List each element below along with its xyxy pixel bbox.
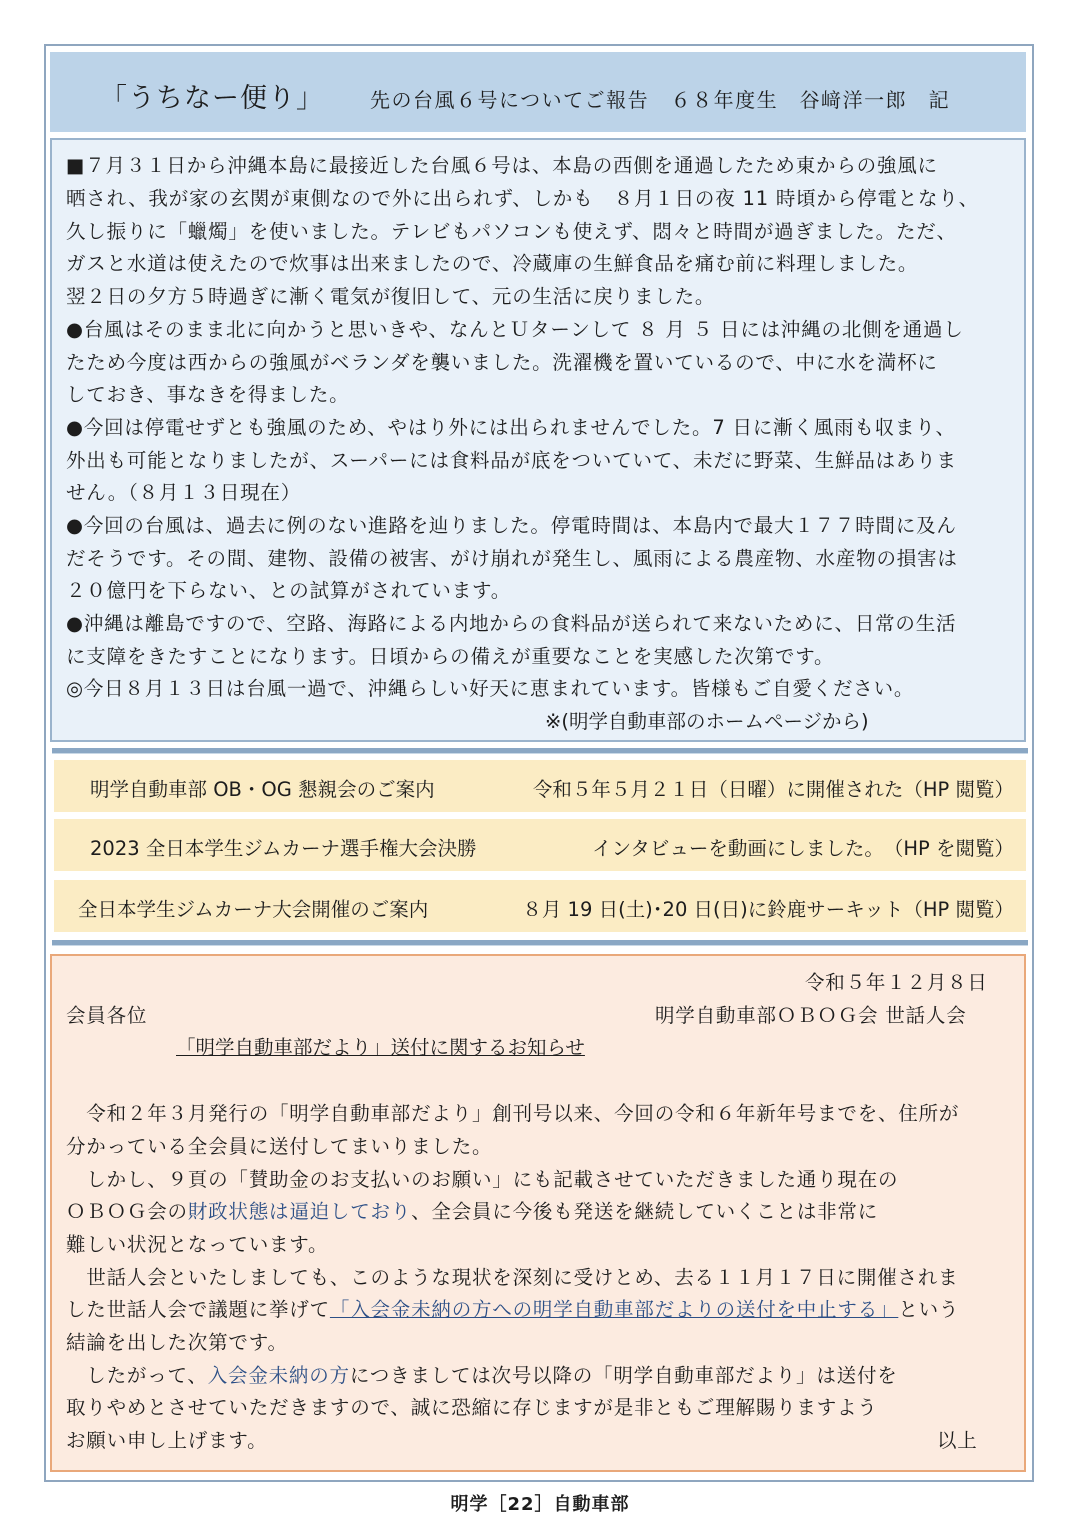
letter-date: 令和５年１２月８日 [805, 971, 988, 994]
letter-recipient: 会員各位 [66, 1004, 148, 1027]
report-line: ２０億円を下らない、との試算がされています。 [66, 579, 512, 602]
letter-text: したがって、 [66, 1364, 208, 1387]
letter-line: しかし、９頁の「賛助金のお支払いのお願い」にも記載させていただきました通り現在の [66, 1168, 899, 1191]
letter-closing: 以上 [937, 1429, 978, 1452]
report-line: ●今回の台風は、過去に例のない進路を辿りました。停電時間は、本島内で最大１７７時間に及ん [66, 514, 957, 537]
notice-title: 明学自動車部 OB・OG 懇親会のご案内 [90, 778, 435, 801]
report-line: ◎今日８月１３日は台風一過で、沖縄らしい好天に恵まれています。皆様もご自愛ください。 [66, 677, 915, 700]
financial-status-highlight: 財政状態は逼迫しており [187, 1200, 412, 1223]
letter-text: につきましては次号以降の「明学自動車部だより」は送付を [349, 1364, 898, 1387]
letter-text: ＯＢＯＧ会の [66, 1200, 188, 1223]
letter-line [66, 1360, 898, 1388]
notice-detail[interactable]: インタビューを動画にしました。 （HP を閲覧） [592, 837, 1014, 860]
decision-link[interactable]: 「入会金未納の方への明学自動車部だよりの送付を中止する」 [329, 1298, 899, 1321]
letter-line: 取りやめとさせていただきますので、誠に恐縮に存じますが是非ともご理解賜りますよう [66, 1396, 878, 1419]
letter-line: 令和２年３月発行の「明学自動車部だより」創刊号以来、今回の令和６年新年号までを、住所が [66, 1102, 960, 1125]
report-line: しておき、事なきを得ました。 [66, 383, 350, 406]
letter-line [66, 1196, 878, 1224]
letter-line: 結論を出した次第です。 [66, 1331, 288, 1354]
report-line: たため今度は西からの強風がベランダを襲いました。洗濯機を置いているので、中に水を満杯に [66, 351, 938, 374]
section-divider [52, 748, 1028, 754]
notice-detail[interactable]: ８月 19 日(土)･20 日(日)に鈴鹿サーキット（HP 閲覧） [522, 898, 1014, 921]
notice-row-gymkhana[interactable] [54, 880, 1026, 932]
report-line: 晒され、我が家の玄関が東側なので外に出られず、しかも ８月１日の夜 11 時頃から停電となり、 [66, 187, 979, 210]
report-line: 外出も可能となりましたが、スーパーには食料品が底をついていて、未だに野菜、生鮮品はありま [66, 449, 957, 472]
report-line: だそうです。その間、建物、設備の被害、がけ崩れが発生し、風雨による農産物、水産物の損害は [66, 547, 958, 570]
report-line: ●今回は停電せずとも強風のため、やはり外には出られませんでした。7 日に漸く風雨も収まり、 [66, 416, 956, 439]
report-subtitle: 先の台風６号についてご報告 ６８年度生 谷﨑洋一郎 記 [370, 88, 951, 112]
letter-line: お願い申し上げます。 [66, 1429, 268, 1452]
letter-text: 、全会員に今後も発送を継続していくことは非常に [411, 1200, 879, 1223]
notice-row-interview[interactable] [54, 819, 1026, 871]
page-footer: 明学［22］自動車部 [450, 1494, 630, 1515]
section-divider [52, 940, 1028, 946]
notice-detail[interactable]: 令和５年５月２１日（日曜）に開催された（HP 閲覧） [532, 778, 1014, 801]
letter-text: した世話人会で議題に挙げて [66, 1298, 330, 1321]
report-line: ●沖縄は離島ですので、空路、海路による内地からの食料品が送られて来ないために、日常の生活 [66, 612, 957, 635]
report-line: ガスと水道は使えたので炊事は出来ましたので、冷蔵庫の生鮮食品を痛む前に料理しました。 [66, 252, 919, 275]
newsletter-title: 「うちなー便り」 [100, 83, 324, 114]
letter-sender: 明学自動車部ＯＢＯＧ会 世話人会 [655, 1004, 967, 1027]
letter-line: 世話人会といたしましても、このような現状を深刻に受けとめ、去る１１月１７日に開催されま [66, 1266, 959, 1289]
notice-title: 2023 全日本学生ジムカーナ選手権大会決勝 [90, 837, 477, 860]
unpaid-members-highlight: 入会金未納の方 [207, 1364, 350, 1387]
report-source: ※(明学自動車部のホームページから) [545, 710, 869, 733]
report-line: 翌２日の夕方５時過ぎに漸く電気が復旧して、元の生活に戻りました。 [66, 285, 716, 308]
report-line: ●台風はそのまま北に向かうと思いきや、なんとＵターンして ８ 月 ５ 日には沖縄の北側を通過し [66, 318, 964, 341]
letter-line: 分かっている全会員に送付してまいりました。 [66, 1135, 493, 1158]
report-line: ■７月３１日から沖縄本島に最接近した台風６号は、本島の西側を通過したため東からの強風に [66, 154, 938, 177]
letter-line: 難しい状況となっています。 [66, 1233, 329, 1256]
report-line: に支障をきたすことになります。日頃からの備えが重要なことを実感した次第です。 [66, 645, 835, 668]
report-line: せん。（８月１３日現在） [66, 481, 302, 504]
letter-text: という [898, 1298, 960, 1321]
letter-title: 「明学自動車部だより」送付に関するお知らせ [176, 1036, 585, 1059]
notice-title: 全日本学生ジムカーナ大会開催のご案内 [78, 898, 429, 921]
letter-line [66, 1294, 959, 1322]
notice-row-reunion[interactable] [54, 760, 1026, 812]
report-line: 久し振りに「蠟燭」を使いました。テレビもパソコンも使えず、悶々と時間が過ぎました。ただ、 [66, 220, 957, 243]
